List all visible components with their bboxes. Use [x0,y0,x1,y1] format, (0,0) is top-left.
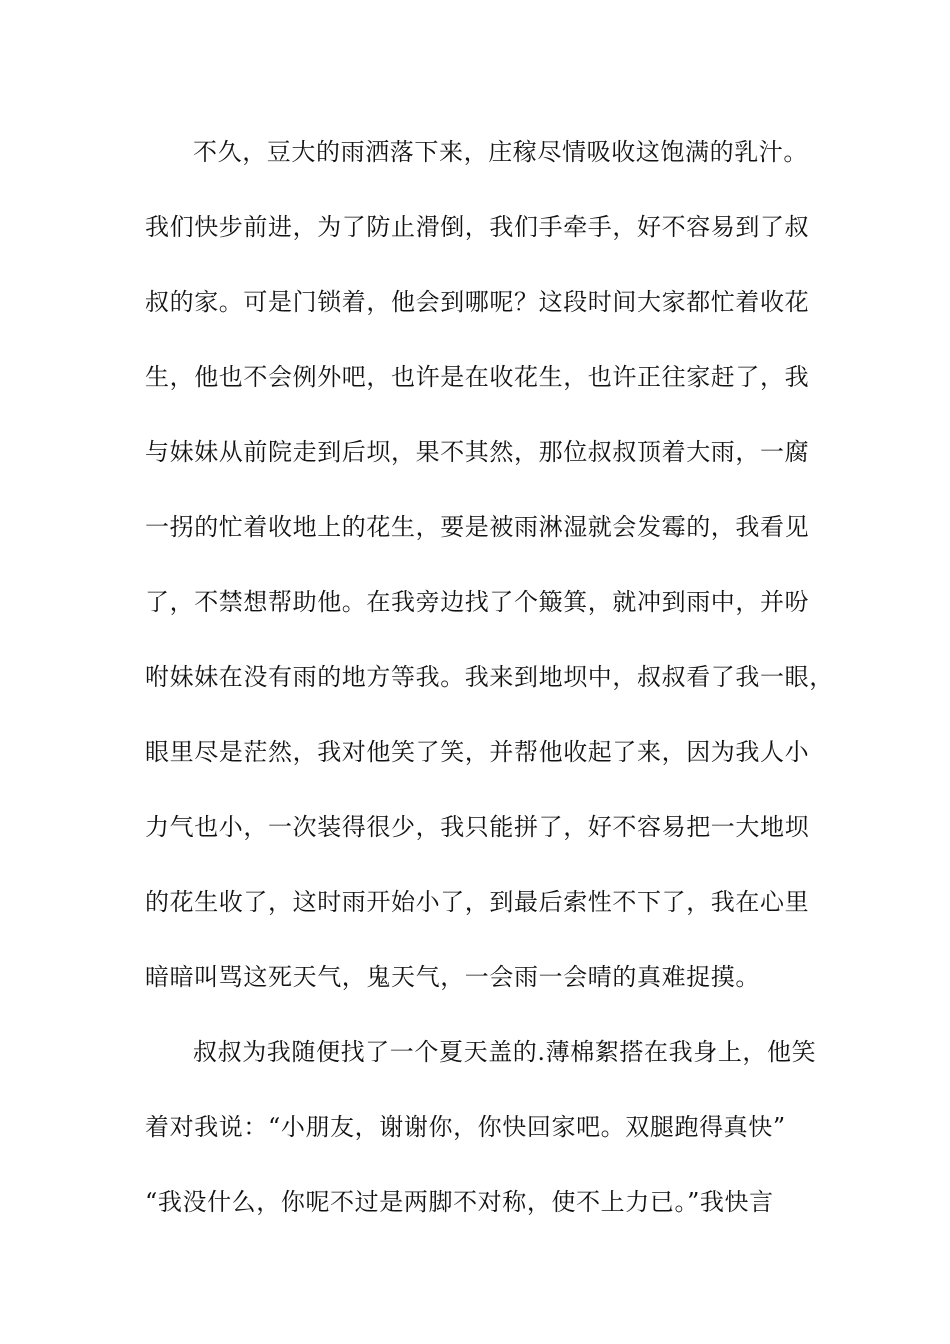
text-line: 叔叔为我随便找了一个夏天盖的.薄棉絮搭在我身上，他笑 [193,1038,817,1066]
text-line: 我们快步前进，为了防止滑倒，我们手牵手，好不容易到了叔 [145,213,810,241]
text-line: 咐妹妹在没有雨的地方等我。我来到地坝中，叔叔看了我一眼， [145,663,834,691]
text-line: “我没什么，你呢不过是两脚不对称，使不上力已。”我快言 [145,1188,774,1216]
body-text [145,133,835,1258]
text-line: 的花生收了，这时雨开始小了，到最后索性不下了，我在心里 [145,888,810,916]
text-line: 一拐的忙着收地上的花生，要是被雨淋湿就会发霉的，我看见 [145,513,810,541]
text-line: 与妹妹从前院走到后坝，果不其然，那位叔叔顶着大雨，一腐 [145,438,810,466]
text-line: 力气也小，一次装得很少，我只能拼了，好不容易把一大地坝 [145,813,810,841]
text-line: 眼里尽是茫然，我对他笑了笑，并帮他收起了来，因为我人小 [145,738,810,766]
text-line: 不久，豆大的雨洒落下来，庄稼尽情吸收这饱满的乳汁。 [193,138,808,166]
text-line: 叔的家。可是门锁着，他会到哪呢？这段时间大家都忙着收花 [145,288,810,316]
text-line: 了，不禁想帮助他。在我旁边找了个簸箕，就冲到雨中，并吩 [145,588,810,616]
text-line: 着对我说：“小朋友，谢谢你，你快回家吧。双腿跑得真快” [145,1113,786,1141]
text-line: 暗暗叫骂这死天气，鬼天气，一会雨一会晴的真难捉摸。 [145,963,760,991]
text-line: 生，他也不会例外吧，也许是在收花生，也许正往家赶了，我 [145,363,810,391]
